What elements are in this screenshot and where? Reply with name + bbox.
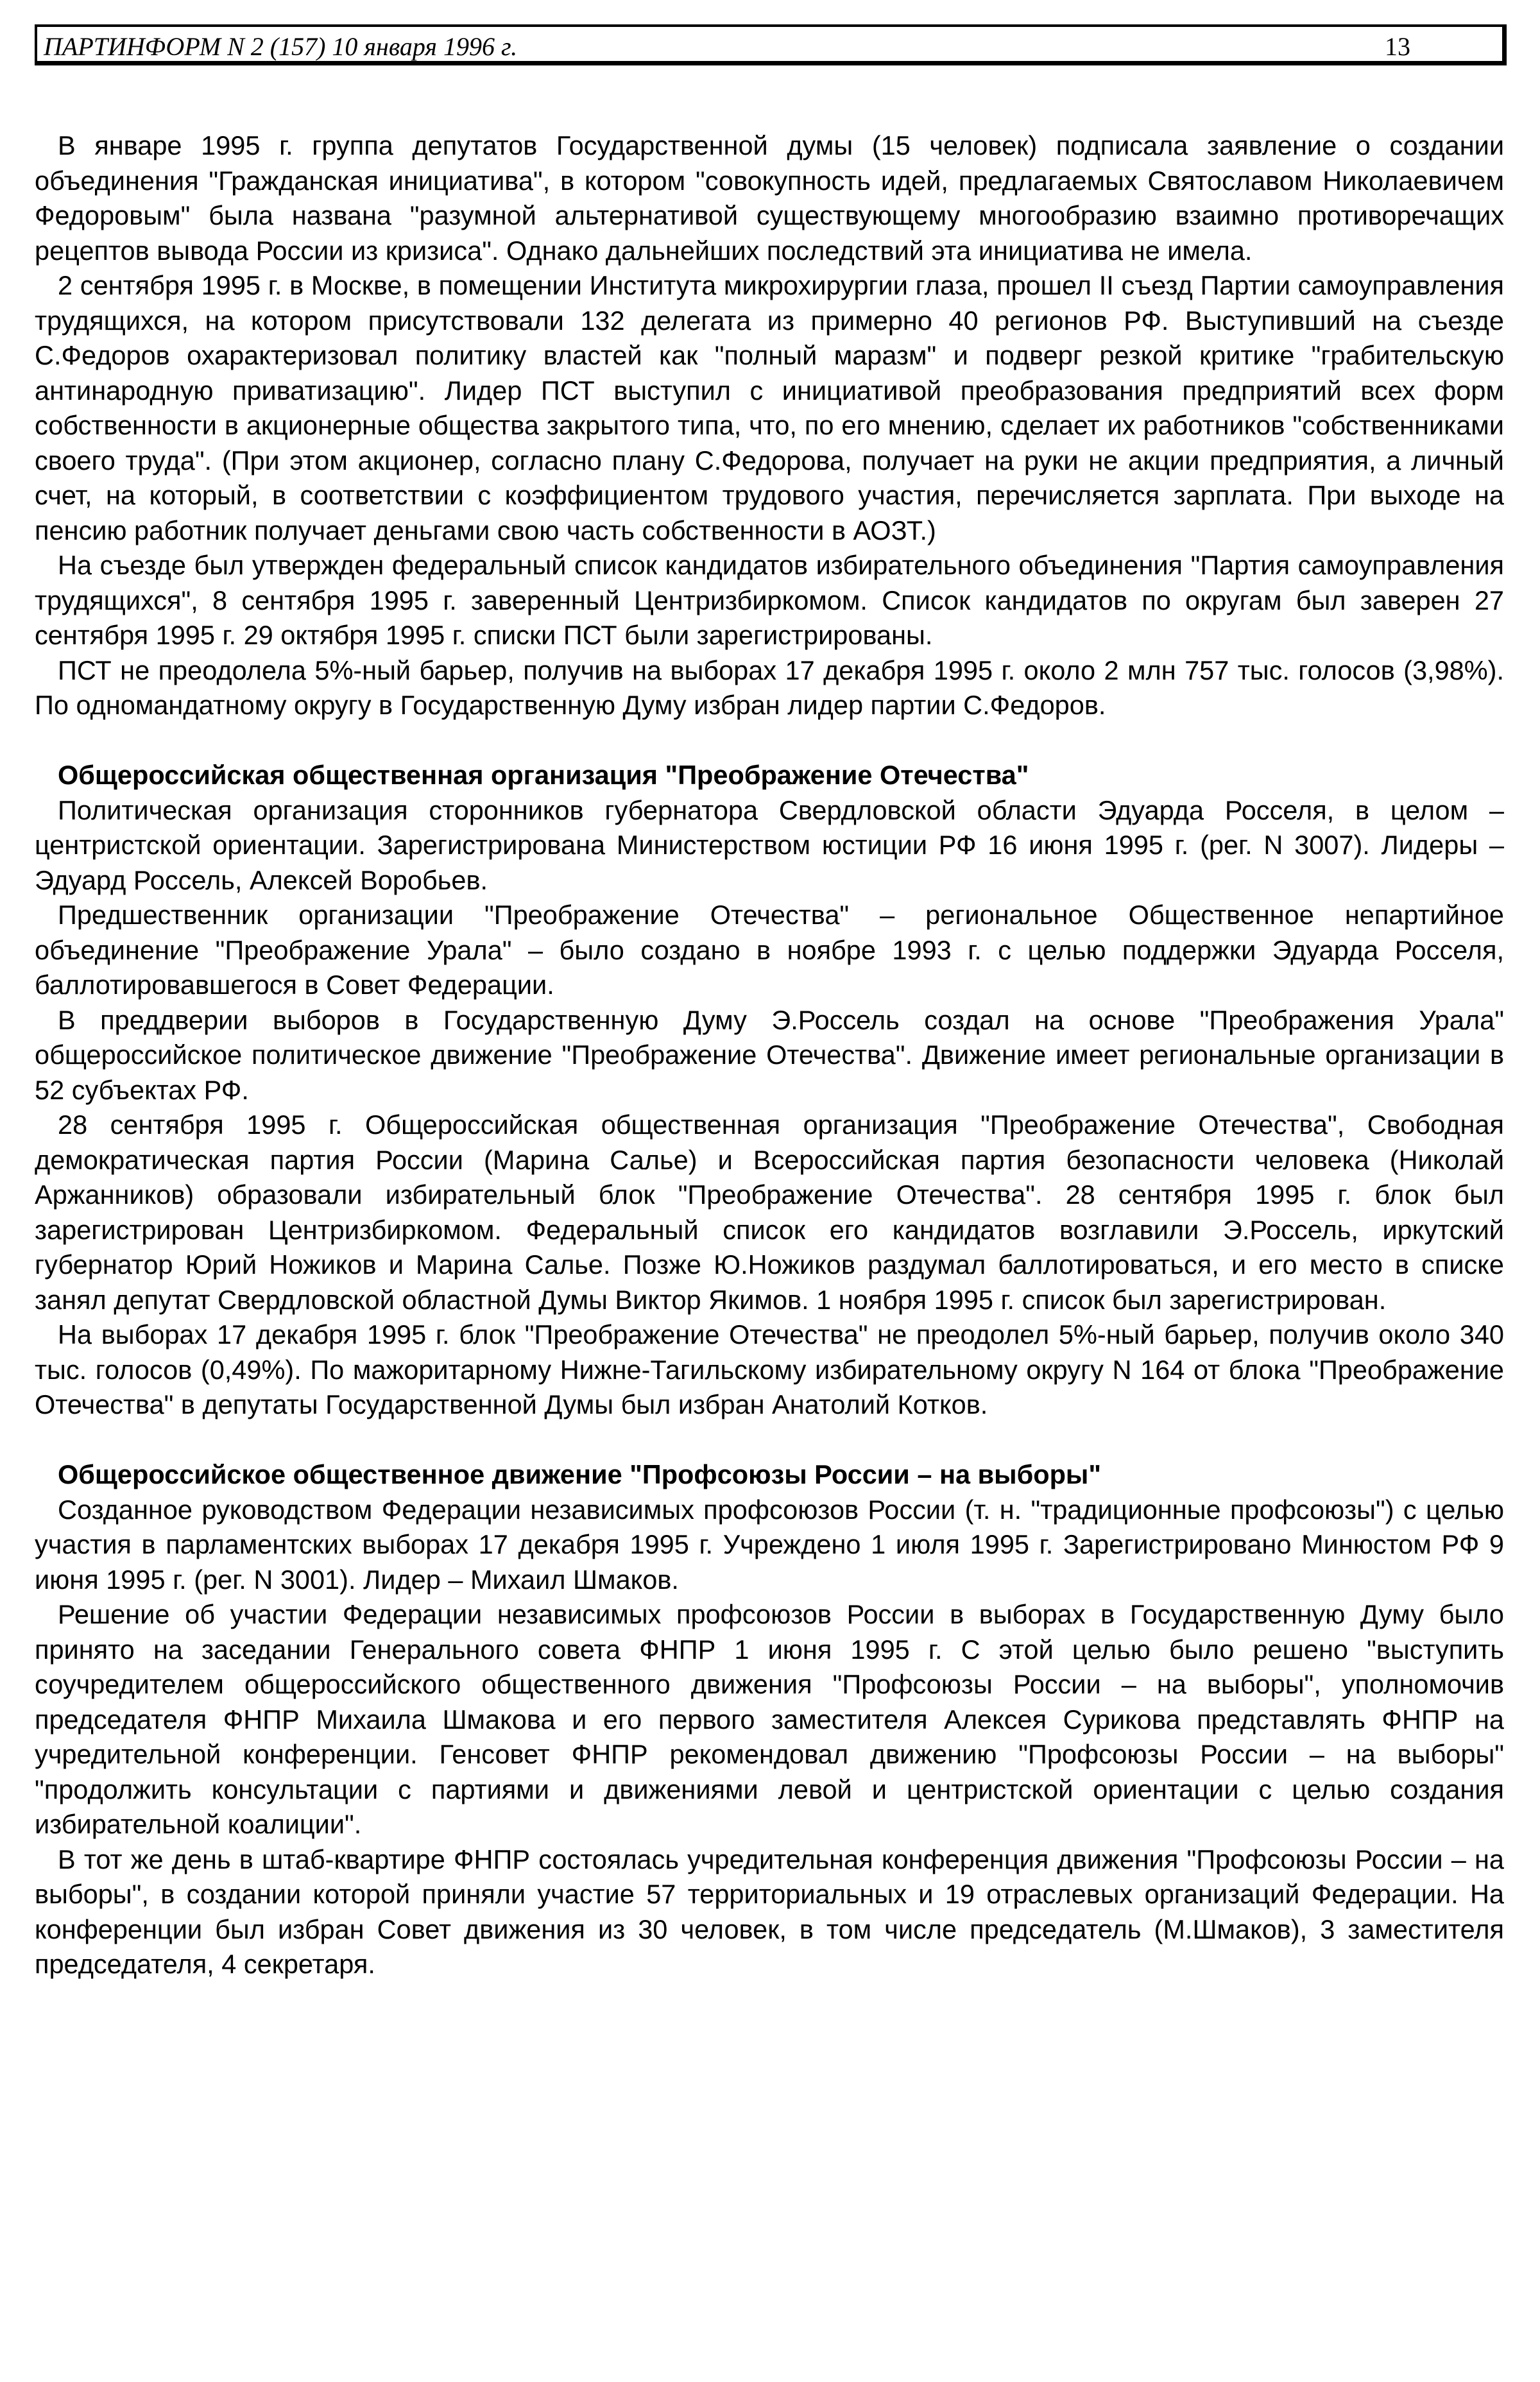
article-body [35, 128, 1504, 1982]
paragraph: Созданное руководством Федерации независимых профсоюзов России (т. н. "традиционные профсоюзы") с целью участия в парламентских выборах 17 декабря 1995 г. Учреждено 1 июля 1995 г. Зарегистрировано Минюстом РФ 9 июня 1995 г. (рег. N 3001). Лидер – Михаил Шмаков. [35, 1494, 1504, 1595]
paragraph: Политическая организация сторонников губернатора Свердловской области Эдуарда Росселя, в целом – центристской ориентации. Зарегистрирована Министерством юстиции РФ 16 июня 1995 г. (рег. N 3007). Лидеры – Эдуард Россель, Алексей Воробьев. [35, 794, 1504, 895]
section-gap [35, 1423, 1504, 1458]
section-heading: Общероссийское общественное движение "Профсоюзы России – на выборы" [58, 1459, 1102, 1489]
paragraph: В январе 1995 г. группа депутатов Государственной думы (15 человек) подписала заявление о создании объединения "Гражданская инициатива", в котором "совокупность идей, предлагаемых Святославом Николаевичем Федоровым" была названа "разумной альтернативой существующему многообразию взаимно противоречащих рецептов вывода России из кризиса". Однако дальнейших последствий эта инициатива не имела. [35, 130, 1504, 266]
paragraph: На съезде был утвержден федеральный список кандидатов избирательного объединения "Партия самоуправления трудящихся", 8 сентября 1995 г. заверенный Центризбиркомом. Список кандидатов по округам был заверен 27 сентября 1995 г. 29 октября 1995 г. списки ПСТ были зарегистрированы. [35, 550, 1504, 650]
paragraph: Решение об участии Федерации независимых профсоюзов России в выборах в Государственную Думу было принято на заседании Генерального совета ФНПР 1 июня 1995 г. С этой целью было решено "выступить соучредителем общероссийского общественного движения "Профсоюзы России – на выборы", уполномочив председателя ФНПР Михаила Шмакова и его первого заместителя Алексея Сурикова представлять ФНПР на учредительной конференции. Генсовет ФНПР рекомендовал движению "Профсоюзы России – на выборы" "продолжить консультации с партиями и движениями левой и центристской ориентации с целью создания избирательной коалиции". [35, 1599, 1504, 1839]
paragraph: 2 сентября 1995 г. в Москве, в помещении Института микрохирургии глаза, прошел II съезд Партии самоуправления трудящихся, на котором присутствовали 132 делегата из примерно 40 регионов РФ. Выступивший на съезде С.Федоров охарактеризовал политику властей как "полный маразм" и подверг резкой критике "грабительскую антинародную приватизацию". Лидер ПСТ выступил с инициативой преобразования предприятий всех форм собственности в акционерные общества закрытого типа, что, по его мнению, сделает их работников "собственниками своего труда". (При этом акционер, согласно плану С.Федорова, получает на руки не акции предприятия, а личный счет, на который, в соответствии с коэффициентом трудового участия, перечисляется зарплата. При выходе на пенсию работник получает деньгами свою часть собственности в АОЗТ.) [35, 270, 1504, 545]
section-heading: Общероссийская общественная организация "Преображение Отечества" [58, 760, 1029, 790]
paragraph: В тот же день в штаб-квартире ФНПР состоялась учредительная конференция движения "Профсоюзы России – на выборы", в создании которой приняли участие 57 территориальных и 19 отраслевых организаций Федерации. На конференции был избран Совет движения из 30 человек, в том числе председатель (М.Шмаков), 3 заместителя председателя, 4 секретаря. [35, 1844, 1504, 1979]
paragraph: Предшественник организации "Преображение Отечества" – региональное Общественное непартийное объединение "Преображение Урала" – было создано в ноябре 1993 г. с целью поддержки Эдуарда Росселя, баллотировавшегося в Совет Федерации. [35, 900, 1504, 1000]
section-gap [35, 723, 1504, 758]
page-number: 13 [1385, 32, 1410, 61]
paragraph: 28 сентября 1995 г. Общероссийская общественная организация "Преображение Отечества", Свободная демократическая партия России (Марина Салье) и Всероссийская партия безопасности человека (Николай Аржанников) образовали избирательный блок "Преображение Отечества". 28 сентября 1995 г. блок был зарегистрирован Центризбиркомом. Федеральный список его кандидатов возглавили Э.Россель, иркутский губернатор Юрий Ножиков и Марина Салье. Позже Ю.Ножиков раздумал баллотироваться, и его место в списке занял депутат Свердловской областной Думы Виктор Якимов. 1 ноября 1995 г. список был зарегистрирован. [35, 1110, 1504, 1315]
paragraph: На выборах 17 декабря 1995 г. блок "Преображение Отечества" не преодолел 5%-ный барьер, получив около 340 тыс. голосов (0,49%). По мажоритарному Нижне-Тагильскому избирательному округу N 164 от блока "Преображение Отечества" в депутаты Государственной Думы был избран Анатолий Котков. [35, 1319, 1504, 1419]
paragraph: ПСТ не преодолела 5%-ный барьер, получив на выборах 17 декабря 1995 г. около 2 млн 757 тыс. голосов (3,98%). По одномандатному округу в Государственную Думу избран лидер партии С.Федоров. [35, 655, 1504, 720]
page-header [35, 24, 1507, 65]
publication-title: ПАРТИНФОРМ N 2 (157) 10 января 1996 г. [44, 32, 518, 61]
paragraph: В преддверии выборов в Государственную Думу Э.Россель создал на основе "Преображения Урала" общероссийское политическое движение "Преображение Отечества". Движение имеет региональные организации в 52 субъектах РФ. [35, 1004, 1504, 1105]
